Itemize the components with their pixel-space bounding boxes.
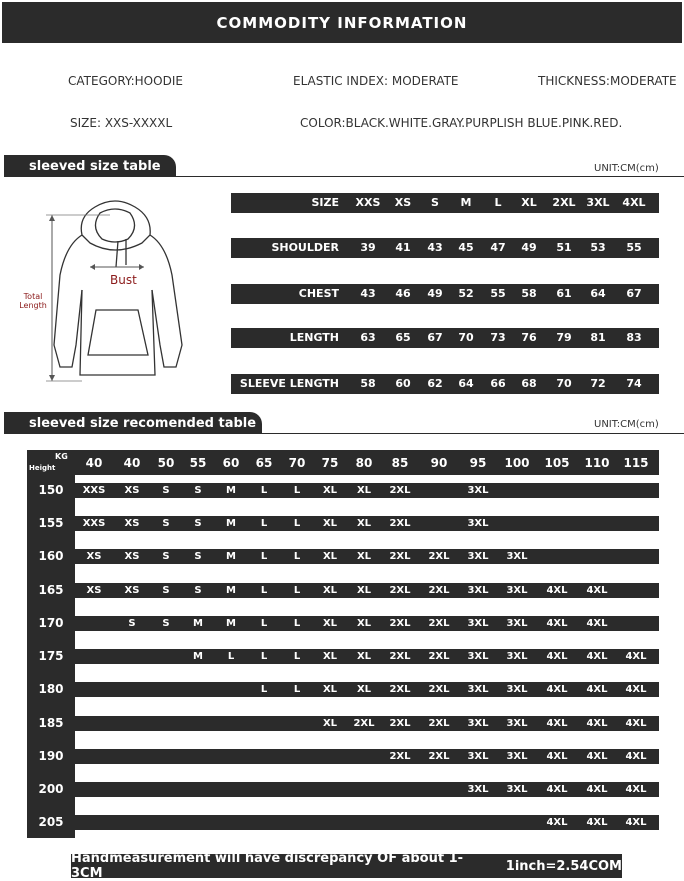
size-cell: S — [194, 585, 202, 596]
kg-label: KG — [55, 452, 68, 461]
size-cell: 3XL — [506, 684, 528, 695]
size-cell: S — [194, 485, 202, 496]
size-value: 83 — [626, 331, 642, 344]
size-cell: 4XL — [546, 651, 568, 662]
height-value: 185 — [38, 716, 64, 730]
size-cell: 2XL — [389, 718, 411, 729]
size-cell: 4XL — [625, 651, 647, 662]
size-cell: L — [260, 684, 268, 695]
size-cell: XL — [356, 585, 372, 596]
unit-label: UNIT:CM(cm) — [594, 163, 659, 174]
size-cell: 2XL — [428, 651, 450, 662]
hoodie-icon — [54, 201, 182, 375]
size-cell: 3XL — [506, 651, 528, 662]
size-cell: L — [293, 684, 301, 695]
size-cell: XS — [124, 518, 140, 529]
size-cell: M — [226, 518, 236, 529]
measurement-note: Handmeasurement will have discrepancy OF about 1-3CM — [71, 851, 464, 881]
size-cell: 4XL — [586, 751, 608, 762]
size-cell: XL — [356, 618, 372, 629]
size-cell: 2XL — [389, 751, 411, 762]
color-info: COLOR:BLACK.WHITE.GRAY.PURPLISH BLUE.PINK.RED. — [300, 116, 623, 130]
size-value: XL — [521, 196, 537, 209]
hoodie-diagram — [10, 195, 220, 390]
weight-header-row — [27, 450, 659, 475]
unit-label: UNIT:CM(cm) — [594, 419, 659, 430]
size-cell: 2XL — [428, 751, 450, 762]
size-value: 39 — [360, 241, 376, 254]
size-cell: 3XL — [467, 784, 489, 795]
size-cell: XS — [124, 585, 140, 596]
size-cell: XL — [322, 551, 338, 562]
size-cell: 2XL — [428, 718, 450, 729]
size-cell: 3XL — [506, 718, 528, 729]
size-cell: 4XL — [546, 585, 568, 596]
size-cell: 3XL — [467, 518, 489, 529]
section-recommended-table — [4, 412, 262, 434]
size-cell: 3XL — [506, 551, 528, 562]
section-divider — [4, 433, 684, 434]
weight-value: 60 — [222, 456, 240, 470]
size-cell: XXS — [82, 485, 106, 496]
size-value: 74 — [626, 377, 642, 390]
size-value: S — [431, 196, 439, 209]
weight-value: 50 — [157, 456, 175, 470]
size-cell: 4XL — [586, 817, 608, 828]
size-value: 67 — [427, 331, 443, 344]
height-value: 170 — [38, 616, 64, 630]
size-cell: 2XL — [389, 618, 411, 629]
size-cell: 2XL — [428, 684, 450, 695]
size-value: 47 — [490, 241, 506, 254]
weight-value: 40 — [123, 456, 141, 470]
size-cell: L — [293, 551, 301, 562]
size-cell: 2XL — [428, 585, 450, 596]
size-value: 45 — [458, 241, 474, 254]
size-cell: M — [193, 651, 203, 662]
size-cell: S — [162, 551, 170, 562]
size-cell: XS — [124, 551, 140, 562]
size-cell: 4XL — [625, 684, 647, 695]
size-value: 55 — [626, 241, 642, 254]
size-cell: S — [162, 485, 170, 496]
size-value: XXS — [355, 196, 381, 209]
height-value: 180 — [38, 682, 64, 696]
size-value: 76 — [521, 331, 537, 344]
size-value: 43 — [427, 241, 443, 254]
section-title: sleeved size table — [29, 158, 161, 174]
elastic-info: ELASTIC INDEX: MODERATE — [293, 74, 459, 88]
size-cell: XL — [356, 684, 372, 695]
size-cell: M — [226, 585, 236, 596]
measure-bar-shoulder — [231, 238, 659, 258]
size-cell: XL — [322, 684, 338, 695]
size-value: 2XL — [552, 196, 576, 209]
size-cell: S — [162, 585, 170, 596]
weight-value: 115 — [623, 456, 649, 470]
size-cell: 4XL — [586, 651, 608, 662]
page-title: COMMODITY INFORMATION — [216, 13, 468, 32]
size-value: 79 — [556, 331, 572, 344]
size-value: M — [460, 196, 472, 209]
size-cell: 3XL — [467, 718, 489, 729]
height-value: 165 — [38, 583, 64, 597]
row-label: SIZE — [311, 196, 339, 209]
weight-value: 40 — [85, 456, 103, 470]
size-value: 58 — [360, 377, 376, 390]
size-value: L — [494, 196, 502, 209]
size-cell: L — [293, 518, 301, 529]
size-cell: L — [260, 651, 268, 662]
size-cell: 3XL — [467, 684, 489, 695]
size-value: 55 — [490, 287, 506, 300]
size-cell: S — [128, 618, 136, 629]
row-label: CHEST — [298, 287, 339, 300]
measure-bar-chest — [231, 284, 659, 304]
section-title: sleeved size recomended table — [29, 415, 257, 431]
weight-value: 55 — [189, 456, 207, 470]
size-cell: 4XL — [586, 718, 608, 729]
height-value: 160 — [38, 549, 64, 563]
size-cell: 4XL — [546, 684, 568, 695]
size-value: 66 — [490, 377, 506, 390]
size-value: 46 — [395, 287, 411, 300]
size-cell: XL — [356, 485, 372, 496]
size-value: 52 — [458, 287, 474, 300]
weight-value: 95 — [469, 456, 487, 470]
height-value: 155 — [38, 516, 64, 530]
size-cell: L — [293, 485, 301, 496]
size-cell: S — [162, 518, 170, 529]
size-cell: 4XL — [546, 817, 568, 828]
size-value: 72 — [590, 377, 606, 390]
size-cell: XL — [322, 518, 338, 529]
weight-value: 65 — [255, 456, 273, 470]
thickness-info: THICKNESS:MODERATE — [538, 74, 677, 88]
size-cell: M — [226, 618, 236, 629]
size-cell: 3XL — [467, 751, 489, 762]
size-cell: XL — [322, 651, 338, 662]
size-value: 70 — [458, 331, 474, 344]
size-value: 65 — [395, 331, 411, 344]
size-cell: 4XL — [586, 684, 608, 695]
size-cell: 4XL — [546, 718, 568, 729]
size-value: 67 — [626, 287, 642, 300]
size-cell: 4XL — [625, 718, 647, 729]
size-cell: XL — [322, 718, 338, 729]
size-cell: XL — [322, 618, 338, 629]
size-cell: M — [193, 618, 203, 629]
inch-conversion: 1inch=2.54COM — [505, 858, 622, 874]
size-cell: 2XL — [389, 684, 411, 695]
size-value: 63 — [360, 331, 376, 344]
size-cell: 4XL — [625, 817, 647, 828]
size-cell: 2XL — [389, 518, 411, 529]
size-cell: 3XL — [506, 784, 528, 795]
size-cell: 3XL — [506, 585, 528, 596]
size-cell: 4XL — [586, 784, 608, 795]
size-cell: 2XL — [428, 551, 450, 562]
size-value: 60 — [395, 377, 411, 390]
weight-value: 75 — [321, 456, 339, 470]
size-value: 49 — [521, 241, 537, 254]
size-cell: 4XL — [546, 784, 568, 795]
size-value: 68 — [521, 377, 537, 390]
row-label: LENGTH — [289, 331, 339, 344]
size-range-info: SIZE: XXS-XXXXL — [70, 116, 173, 130]
size-cell: 3XL — [467, 618, 489, 629]
section-sleeved-size-table — [4, 155, 176, 177]
size-cell: XL — [356, 551, 372, 562]
size-cell: XS — [86, 551, 102, 562]
recommended-size-table — [27, 450, 659, 838]
size-cell: 2XL — [389, 485, 411, 496]
weight-value: 110 — [584, 456, 610, 470]
size-value: 41 — [395, 241, 411, 254]
size-cell: 4XL — [586, 585, 608, 596]
section-divider — [4, 176, 684, 177]
size-cell: L — [260, 518, 268, 529]
size-value: 3XL — [586, 196, 610, 209]
size-value: 64 — [590, 287, 606, 300]
size-cell: 3XL — [467, 651, 489, 662]
size-cell: S — [162, 618, 170, 629]
weight-value: 85 — [391, 456, 409, 470]
size-cell: L — [260, 485, 268, 496]
size-value: 70 — [556, 377, 572, 390]
size-cell: 4XL — [586, 618, 608, 629]
size-cell: XXS — [82, 518, 106, 529]
category-info: CATEGORY:HOODIE — [68, 74, 183, 88]
size-cell: XL — [322, 585, 338, 596]
size-cell: 3XL — [467, 485, 489, 496]
size-value: 53 — [590, 241, 606, 254]
footer-note-bar — [71, 851, 622, 881]
size-cell: 2XL — [428, 618, 450, 629]
size-cell: S — [194, 518, 202, 529]
total-length-label: Total Length — [19, 292, 47, 310]
size-value: XS — [394, 196, 412, 209]
size-cell: XL — [322, 485, 338, 496]
size-cell: XL — [356, 518, 372, 529]
height-value: 200 — [38, 782, 64, 796]
size-cell: 3XL — [467, 551, 489, 562]
size-cell: L — [260, 618, 268, 629]
size-value: 51 — [556, 241, 572, 254]
size-cell: XS — [124, 485, 140, 496]
size-value: 64 — [458, 377, 474, 390]
size-cell: L — [260, 585, 268, 596]
size-cell: L — [227, 651, 235, 662]
size-cell: 3XL — [506, 618, 528, 629]
bust-label: Bust — [110, 273, 137, 287]
size-cell: 2XL — [389, 551, 411, 562]
commodity-info-banner — [2, 2, 682, 43]
size-cell: XL — [356, 651, 372, 662]
height-value: 175 — [38, 649, 64, 663]
size-value: 43 — [360, 287, 376, 300]
size-header-bar — [231, 193, 659, 213]
size-value: 49 — [427, 287, 443, 300]
measure-bar-length — [231, 328, 659, 348]
height-label: Height — [29, 464, 56, 472]
size-value: 61 — [556, 287, 572, 300]
size-cell: M — [226, 485, 236, 496]
size-cell: 3XL — [506, 751, 528, 762]
size-cell: 2XL — [353, 718, 375, 729]
size-cell: 4XL — [625, 784, 647, 795]
weight-value: 70 — [288, 456, 306, 470]
size-cell: S — [194, 551, 202, 562]
weight-value: 80 — [355, 456, 373, 470]
size-cell: 4XL — [546, 618, 568, 629]
size-cell: L — [260, 551, 268, 562]
size-cell: 4XL — [625, 751, 647, 762]
size-cell: XS — [86, 585, 102, 596]
height-value: 205 — [38, 815, 64, 829]
size-value: 58 — [521, 287, 537, 300]
weight-value: 90 — [430, 456, 448, 470]
size-value: 73 — [490, 331, 506, 344]
size-cell: 2XL — [389, 651, 411, 662]
height-value: 150 — [38, 483, 64, 497]
size-value: 81 — [590, 331, 606, 344]
row-label: SLEEVE LENGTH — [239, 377, 339, 390]
size-cell: L — [293, 618, 301, 629]
height-value: 190 — [38, 749, 64, 763]
weight-value: 100 — [504, 456, 530, 470]
measure-bar-sleeve-length — [231, 374, 659, 394]
size-cell: L — [293, 585, 301, 596]
size-value: 62 — [427, 377, 443, 390]
size-cell: 4XL — [546, 751, 568, 762]
size-cell: M — [226, 551, 236, 562]
size-cell: 2XL — [389, 585, 411, 596]
weight-value: 105 — [544, 456, 570, 470]
size-value: 4XL — [622, 196, 646, 209]
size-cell: 3XL — [467, 585, 489, 596]
row-label: SHOULDER — [271, 241, 339, 254]
size-cell: L — [293, 651, 301, 662]
